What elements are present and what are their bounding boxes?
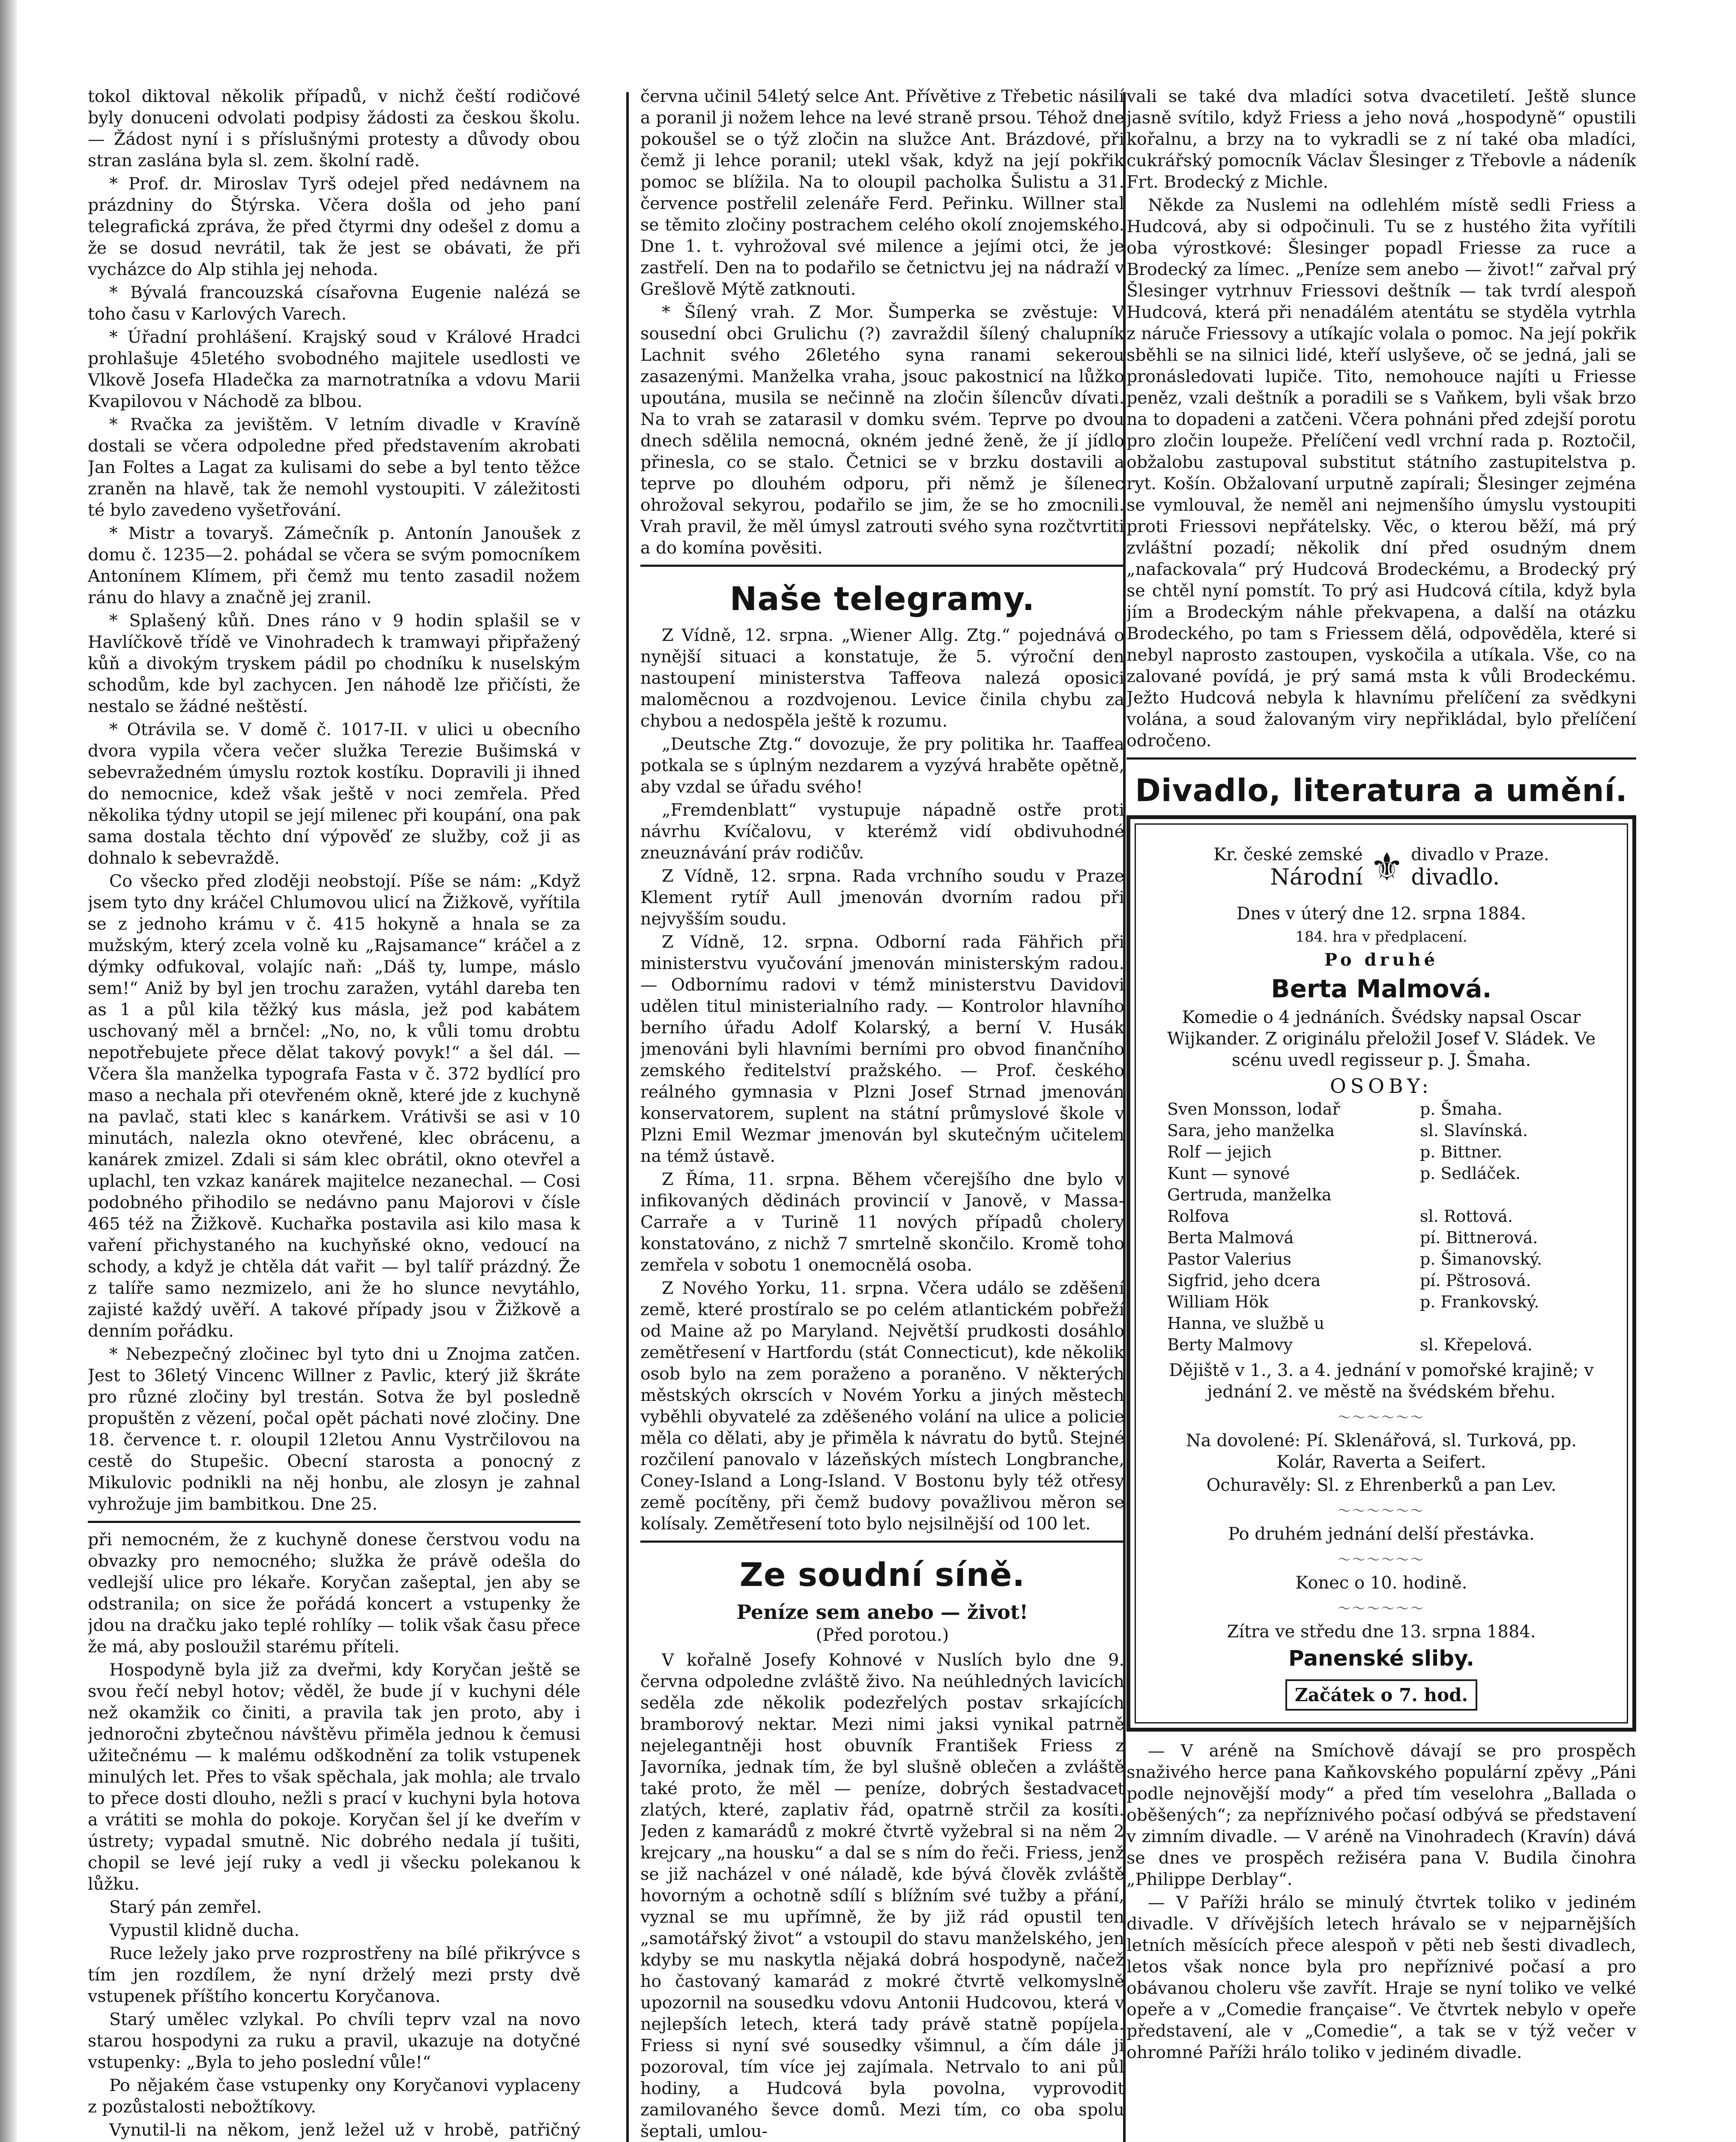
column-rule-1 (626, 92, 629, 2142)
news-item: * Rvačka za jevištěm. V letním divadle v Kravíně dostali se včera odpoledne před představením akrobati Jan Foltes a Lagat za kulisami do sebe a byl tento těžce zraněn na hlavě, tak že nemohl vystoupiti. V záležitosti té bylo zavedeno vyšetřování. (88, 415, 580, 520)
court-article-subtitle: (Před porotou.) (816, 1625, 949, 1645)
cast-list (1165, 1098, 1598, 1355)
cast-row: Sven Monsson, lodař p. Šmaha. (1167, 1100, 1503, 1119)
cast-row: William Hök p. Frankovský. (1167, 1292, 1539, 1311)
section-divider (1126, 757, 1636, 760)
theatre-header-left: Kr. české zemské (1213, 845, 1363, 865)
cast-heading: OSOBY: (1330, 1074, 1433, 1098)
feuilleton-paragraph: Starý pán zemřel. (109, 1897, 262, 1917)
news-item: * Úřadní prohlášení. Krajský soud v Králové Hradci prohlašuje 45letého svobodného majitele usedlosti ve Vlkově Josefa Hladečka za marnotratníka a vdovu Marii Kvapilovou v Náchodě za blbou. (88, 327, 580, 411)
section-divider (88, 1521, 580, 1523)
feuilleton-paragraph: Starý umělec vzlykal. Po chvíli teprv vzal na novo starou hospodyni za ruku a pravil, ukazuje na dotyčné vstupenky: „Byla to jeho poslední vůle!“ (88, 2010, 580, 2072)
telegram-item: Z Nového Yorku, 11. srpna. Včera událo se zděšení země, které prostíralo se po celém atlantickém pobřeží od Maine až po Maryland. Největší prudkosti dosáhlo zemětřesení v Hartfordu (stát Connecticut), kde několik osob bylo na zem poraženo a poraněno. V některých městských okrscích v Novém Yorku a jiných městech vyběhli obyvatelé za zděšeného volání na ulice a policie měla co dělati, aby je přiměla k návratu do bytů. Stejné rozčilení panovalo v lázeňských místech Longbranche, Coney-Island a Long-Island. V Bostonu byly též otřesy země pocítěny, při čemž budovy považlivou měron se kolísaly. Zemětřesení toto bylo nejsilnější od 100 let. (640, 1278, 1124, 1534)
lion-crest-icon: ⚜ (1369, 845, 1404, 890)
theatre-news: — V Paříži hrálo se minulý čtvrtek toliko v jediném divadle. V dřívějších letech hrávalo se v nejparnějších letních měsících přece alespoň v pěti neb šesti divadlech, letos však nonce byla pro nepříznivé počasí a pro obávanou choleru vše zavřít. Hraje se nyní toliko ve velké opeře a v „Comedie française“. Ve čtvrtek nebylo v opeře představení, ale v „Comedie“, a tak se v týž večer v ohromné Paříži hrálo toliko v jediném divadle. (1126, 1893, 1636, 2062)
news-item: * Nebezpečný zločinec byl tyto dni u Znojma zatčen. Jest to 36letý Vincenc Willner z Pavlic, který již škráte pro různé zločiny byl trestán. Sotva že byl posledně propuštěn z vězení, počal opět páchati nové zločiny. Dne 18. července t. r. oloupil 12letou Annu Vystrčilovou na cestě do Stupešic. Obecní starosta a ponocný z Mikulovic podnikli na něj honbu, ale zlosyn je zahnal vyhrožuje jim bambitkou. Dne 25. (88, 1344, 580, 1514)
cast-row: Sigfrid, jeho dcera pí. Pštrosová. (1167, 1271, 1531, 1290)
ornament-divider: 〜〜〜〜〜〜 (1338, 1601, 1425, 1616)
court-heading: Ze soudní síně. (739, 1556, 1025, 1594)
theatre-header-right: divadlo v Praze. (1411, 845, 1549, 865)
theatre-header-right2: divadlo. (1411, 865, 1500, 890)
ornament-divider: 〜〜〜〜〜〜 (1338, 1553, 1425, 1568)
divadlo-heading: Divadlo, literatura a umění. (1135, 772, 1628, 808)
column-1 (88, 86, 580, 2142)
column-3 (1126, 86, 1636, 2142)
news-item: * Mistr a tovaryš. Zámečník p. Antonín Janoušek z domu č. 1235—2. pohádal se včera se svým pomocníkem Antonínem Klímem, při čemž mu tento zasadil nožem ránu do hlavy a značně jej zranil. (88, 524, 580, 607)
theatre-header (1165, 845, 1598, 890)
scan-edge-shadow (0, 0, 17, 2142)
setting-note: Dějiště v 1., 3. a 4. jednání v pomořské krajině; v jednání 2. ve městě na švédském břehu. (1169, 1361, 1594, 1402)
feuilleton-paragraph: Vypustil klidně ducha. (109, 1921, 300, 1940)
feuilleton-paragraph: Ruce ležely jako prve rozprostřeny na bílé přikrývce s tím jen rozdílem, že nyní drželý mezi prsty dvě vstupenek příštího koncertu Koryčanova. (88, 1944, 580, 2006)
cast-row: Rolf — jejich p. Bittner. (1167, 1143, 1503, 1161)
performance-date: Dnes v úterý dne 12. srpna 1884. (1236, 904, 1527, 924)
cast-row: Berta Malmová pí. Bittnerová. (1167, 1228, 1538, 1247)
telegram-item: „Deutsche Ztg.“ dovozuje, že pry politika hr. Taaffea potkala se s úplným nezdarem a vyzývá hraběte opětně, aby vzdal se úřadu svého! (640, 734, 1124, 797)
theatre-header-left2: Národní (1270, 865, 1363, 890)
end-time: Konec o 10. hodině. (1295, 1573, 1467, 1593)
cast-row: Rolfova sl. Rottová. (1167, 1207, 1513, 1226)
tomorrow-date: Zítra ve středu dne 13. srpna 1884. (1227, 1622, 1536, 1642)
section-divider (640, 565, 1124, 567)
court-paragraph: Někde za Nuslemi na odlehlém místě sedli Friess a Hudcová, aby si odpočinuli. Tu se z hustého žita vyřítili oba výrostkové: Šlesinger popadl Friesse za ruce a Brodecký za límec. „Peníze sem anebo — život!“ zařval prý Šlesinger vytrhnuv Friessovi deštník — tak tvrdí alespoň Hudcová, která při nenadálém atentátu se styděla vytrhla z náruče Friessovy a utíkajíc volala o pomoc. Na její pokřik sběhli se na silnici lidé, kteří uslyševe, oč se jedná, jali se pronásledovati lupiče. Tito, nemohouce najíti u Friesse peněz, vzali deštník a poradili se s Vaňkem, byli však brzo na to dopadeni a zatčeni. Včera pohnáni před zdejší porotu pro zločin loupeže. Přelíčení vedl vrchní rada p. Roztočil, obžalobu zastupoval substitut státního zastupitelstva p. ryt. Košín. Obžalovaní urputně zapírali; Šlesinger zejména se vymlouval, že neměl ani nejmenšího úmyslu vystoupiti proti Friessovi nepřátelsky. Věc, o kterou běží, má prý zvláštní pozadí; několik dní před osudným dnem „nafackovala“ prý Hudcová Brodeckému, a Brodecký prý se chtěl nyní pomstít. To prý asi Hudcová cítila, když byla jím a Brodeckým náhle překvapena, a další na otázku Brodeckého, po tam s Friessem dělá, odpověděla, které si nebyl naprosto zastoupen, vyskočila a utíkala. Vše, co na zalované povídá, je prý samá msta k vůli Brodeckému. Ježto Hudcová nebyla k hlavnímu přelíčení za svědkyni volána, a soud žalovaným viry nepřikládal, bylo přelíčení odročeno. (1126, 195, 1636, 751)
cast-row: Kunt — synové p. Sedláček. (1167, 1164, 1521, 1183)
cast-row: Hanna, ve službě u (1167, 1314, 1325, 1333)
section-divider (640, 1541, 1124, 1543)
intermission-note: Po druhém jednání delší přestávka. (1228, 1524, 1535, 1544)
ornament-divider: 〜〜〜〜〜〜 (1338, 1504, 1425, 1519)
feuilleton-paragraph: Hospodyně byla již za dveřmi, kdy Koryčan ještě se svou řečí nebyl hotov; věděl, že bude jí v kuchyni déle než okamžik co činiti, a pravila tak jen proto, aby i jednoročni zbytečnou návštěvu přiměla jednou k čemusi užitečnému — k malému odškodnění za tolik vstupenek minulých let. Přes to však spěchala, jak mohla; ale trvalo to přece dosti dlouho, nežli s prací v kuchyni byla hotova a vrátiti se mohla do pokoje. Koryčan šel jí ke dveřím v ústrety; vypadal smutně. Nic dobrého nedala jí tušiti, chopil se levé její ruky a vedl ji všecku polekanou k lůžku. (88, 1660, 580, 1894)
news-item: * Bývalá francouzská císařovna Eugenie nalézá se toho času v Karlových Varech. (88, 283, 580, 324)
cast-row: Pastor Valerius p. Šimanovský. (1167, 1250, 1542, 1268)
news-item: června učinil 54letý selce Ant. Přívětive z Třebetic násilí a poranil ji nožem lehce na levé straně prsou. Téhož dne pokoušel se o týž zločin na služce Ant. Brázdové, při čemž ji lehce poranil; utekl však, když na její pokřik pomoc se blížila. Na to oloupil pacholka Šulistu a 31. července postřelil zelenáře Ferd. Peřinku. Willner stal se těmito zločiny postrachem celého okolí znojemského. Dne 1. t. vyhrožoval své milence a jejími otci, že je zastřelí. Den na to podařilo se četnictvu jej na nádraží v Grešlově Mýtě zatknouti. (640, 87, 1124, 299)
news-item: * Otrávila se. V domě č. 1017-II. v ulici u obecního dvora vypila včera večer služka Terezie Bušimská v sebevražedném úmyslu roztok kostíku. Dopravili ji ihned do nemocnice, kdež však ještě v noci zemřela. Před několika týdny utopil se její milenec při koupání, ona pak sama dostala těchto dní výpověď ze služby, což ji as dohnalo k sebevraždě. (88, 720, 580, 868)
news-item: * Splašený kůň. Dnes ráno v 9 hodin splašil se v Havlíčkově třídě ve Vinohradech k tramwayi připřažený kůň a divokým tryskem pádil po chodníku k nuselským schodům, kde byl zachycen. Jen náhodě lze přičísti, že nestalo se žádné neštěstí. (88, 611, 580, 716)
theatre-news: — V aréně na Smíchově dávají se pro prospěch snaživého herce pana Kaňkovského populární zpěvy „Páni podle nejnovější mody“ a před tím veselohra „Ballada o oběšených“; za nepříznivého počasí odbývá se představení v zimním divadle. — V aréně na Vinohradech (Kravín) dává se dnes ve prospěch režiséra pana V. Budila činohra „Philippe Derblay“. (1126, 1741, 1636, 1889)
telegram-item: Z Vídně, 12. srpna. Rada vrchního soudu v Praze Klement rytíř Aull jmenován dvorním radou při nejvyšším soudu. (640, 866, 1124, 929)
telegram-item: Z Říma, 11. srpna. Během včerejšího dne bylo v infikovaných dědinách provincií v Janově, v Massa-Carraře a v Turině 11 nových případů cholery konstatováno, z nichž 7 smrtelně skončilo. Kromě toho zemřela v sobotu 1 onemocnělá osoba. (640, 1170, 1124, 1275)
column-2 (640, 86, 1124, 2142)
news-item: Co všecko před zloději neobstojí. Píše se nám: „Když jsem tyto dny kráčel Chlumovou ulicí na Žižkově, vyřítila se z jednoho krámu v č. 415 hokyně a hnala se za mužským, který zcela volně ku „Rajsamance“ kráčel a z dýmky odfukoval, volajíc naň: „Dáš ty, lumpe, máslo sem!“ Aniž by byl jen trochu zaražen, vytáhl dareba ten as 1 a půl kila těžký kus másla, jež pod kabátem uschovaný měl a brnčel: „No, no, k vůli tomu drobtu nepotřebujete přece dělat takový povyk!“ a šel dál. — Včera šla manželka typografa Fasta v č. 372 bydlící pro maso a nechala při otevřeném okně, které jde z kuchyně na pavlač, stati klec s kanárkem. Vrátivši se asi v 10 minutách, nalezla okno otevřené, klec obrácenu, a kanárek zmizel. Zdali si sám klec obrátil, okno otevřel a uplachl, ten vzkaz kanárek majitelce nezanechal. — Cosi podobného přihodilo se nedávno panu Majorovi v čísle 465 též na Žižkově. Kuchařka postavila asi kilo masa k vaření přichystaného na kuchyňské okno, vedoucí na schody, a když je chtěla dát vařit — byl talíř prázdný. Že z talíře samo nezmizelo, ani že ho slunce nevytáhlo, zajisté každý uvěří. A takové případy jsou v Žižkově a denním pořádku. (88, 871, 580, 1341)
court-paragraph: V kořalně Josefy Kohnové v Nuslích bylo dne 9. června odpoledne zvláště živo. Na neúhledných lavicích seděla zde několik podezřelých postav srkajících bramborový nektar. Mezi nimi jaksi vynikal patrně nejelegantněji host obuvník František Friess z Javorníka, jednak tím, že byl slušně oblečen a zvláště také proto, že měl — peníze, dobrých šestadvacet zlatých, které, zaplativ řád, opatrně strčil za kosíti. Jeden z kamarádů z mokré čtvrtě vyžebral si na něm 2 krejcary „na housku“ a dal se s ním do řeči. Friess, jenž se již nacházel v oné náladě, kde bývá člověk zvláště hovorným a ochotně sdílí s blížním své tužby a přání, vyznal se mu upřímně, že by již rád opustil ten „samotářský život“ a vstoupil do stavu manželského, jen kdyby se mu naskytla nějaká dobrá hospodyně, načež ho častovaný kamarád z mokré čtvrtě velkomyslně upozornil na sousedku vdovu Antonii Hudcovou, která v nejlepších letech, která tady právě statně popíjela. Friess si nyní své sousedky všimnul, a čím dále ji pozoroval, tím více jej zajímala. Netrvalo to ani půl hodiny, a Hudcová byla povolna, vyprovodit zamilovaného ševce domů. Mezi tím, co oba spolu šeptali, umlou- (640, 1650, 1124, 2141)
subscription-number: 184. hra v předplacení. (1295, 928, 1467, 945)
tomorrow-title: Panenské sliby. (1288, 1646, 1474, 1671)
court-article-title: Peníze sem anebo — život! (736, 1601, 1028, 1624)
telegram-item: Z Vídně, 12. srpna. „Wiener Allg. Ztg.“ pojednává o nynější situaci a konstatuje, že 5. výroční den nastoupení ministerstva Taffeova nalezá oposici maloměcnou a rozdvojenou. Levice činila chybu za chybou a nedospěla ještě k rozumu. (640, 625, 1124, 731)
cast-row: Gertruda, manželka (1167, 1185, 1332, 1204)
feuilleton-paragraph: Po nějakém čase vstupenky ony Koryčanovi vyplaceny z pozůstalosti nebožtíkovy. (88, 2076, 580, 2117)
news-item: * Šílený vrah. Z Mor. Šumperka se zvěstuje: V sousední obci Grulichu (?) zavraždil šílený chalupník Lachnit svého 26letého syna ranami sekerou zasazenými. Manželka vraha, jsouc pakostnicí na lůžko upoutána, musila se nečinně na zločin šílencův dívati. Na to vrah se zatarasil v domku svém. Teprve po dvou dnech sdělila nemocná, okném jedné ženě, že jí jídlo přinesla, co se stalo. Četnici se v brzku dostavili a teprve po dlouhém odporu, při němž je šílenec ohrožoval sekyrou, podařilo se jim, že se ho zmocnili. Vrah pravil, že měl úmysl zatrouti svého syna rozčtvrtiti a do komína pověsiti. (640, 302, 1124, 558)
telegrams-heading: Naše telegramy. (729, 580, 1035, 618)
cast-row: Berty Malmovy sl. Křepelová. (1167, 1335, 1533, 1354)
ill-note: Ochuravěly: Sl. z Ehrenberků a pan Lev. (1206, 1475, 1557, 1495)
repeat-note: Po druhé (1324, 950, 1439, 970)
feuilleton-paragraph: při nemocném, že z kuchyně donese čerstvou vodu na obvazky pro nemocného; služka že právě odešla do vedlejší ulice pro lékaře. Koryčan zašeptal, jen aby se odstranila; on sice že pořádá koncert a vstupenky že jdou na dračku jako teplé rohlíky — tolik však času přece že má, aby posloužil starému příteli. (88, 1530, 580, 1657)
telegram-item: Z Vídně, 12. srpna. Odborní rada Fähřich při ministerstvu vyučování jmenován ministerským radou. — Odbornímu radovi v témž ministerstvu Davidovi udělen titul ministerialního rady. — Kontrolor hlavního berního úřadu Adolf Kolarský, a berní V. Husák jmenováni byli hlavními berními pro obvod finančního zemského ředitelství pražského. — Prof. českého reálného gymnasia v Plzni Josef Strnad jmenován konservatorem, suplent na státní průmyslové škole v Plzni Emil Wezmar jmenován byl skutečným učitelem na témž ústavě. (640, 932, 1124, 1166)
ornament-divider: 〜〜〜〜〜〜 (1338, 1410, 1425, 1425)
start-time: Začátek o 7. hod. (1285, 1679, 1477, 1711)
feuilleton-paragraph: Vynutil-li na někom, jenž ležel už v hrobě, patřičný (109, 2120, 580, 2140)
court-paragraph: vali se také dva mladíci sotva dvacetiletí. Ještě slunce jasně svítilo, když Friess a jeho nová „hospodyně“ opustili kořalnu, a brzy na to vykradli se z ní také oba mladíci, cukrářský pomocník Václav Šlesinger z Třebovle a nádeník Frt. Brodecký z Michle. (1126, 87, 1636, 192)
news-item: * Prof. dr. Miroslav Tyrš odejel před nedávnem na prázdniny do Štýrska. Včera došla od jeho paní telegrafická zpráva, že před čtyrmi dny odešel z domu a že se dosud nevrátil, tak že jest se obávati, že při vycházce do Alp stihla jej nehoda. (88, 174, 580, 279)
cast-row: Sara, jeho manželka sl. Slavínská. (1167, 1121, 1528, 1140)
theatre-programme (1126, 815, 1636, 1732)
telegram-item: „Fremdenblatt“ vystupuje nápadně ostře proti návrhu Kvíčalovu, v kterémž vidí obdivuhodné zneuznávání práv rodičův. (640, 800, 1124, 863)
news-item: tokol diktoval několik případů, v nichž čeští rodičové byly donuceni odvolati podpisy žádosti za českou školu. — Žádost nyní i s příslušnými protesty a důvody obou stran zaslána byla sl. zem. školní radě. (88, 87, 580, 171)
leave-note: Na dovolené: Pí. Sklenářová, sl. Turková, pp. Kolár, Raverta a Seifert. (1186, 1431, 1577, 1472)
play-title: Berta Malmová. (1271, 974, 1492, 1003)
play-description: Komedie o 4 jednáních. Švédsky napsal Oscar Wijkander. Z originálu přeložil Josef V. Sládek. Ve scénu uvedl regisseur p. J. Šmaha. (1167, 1008, 1596, 1070)
